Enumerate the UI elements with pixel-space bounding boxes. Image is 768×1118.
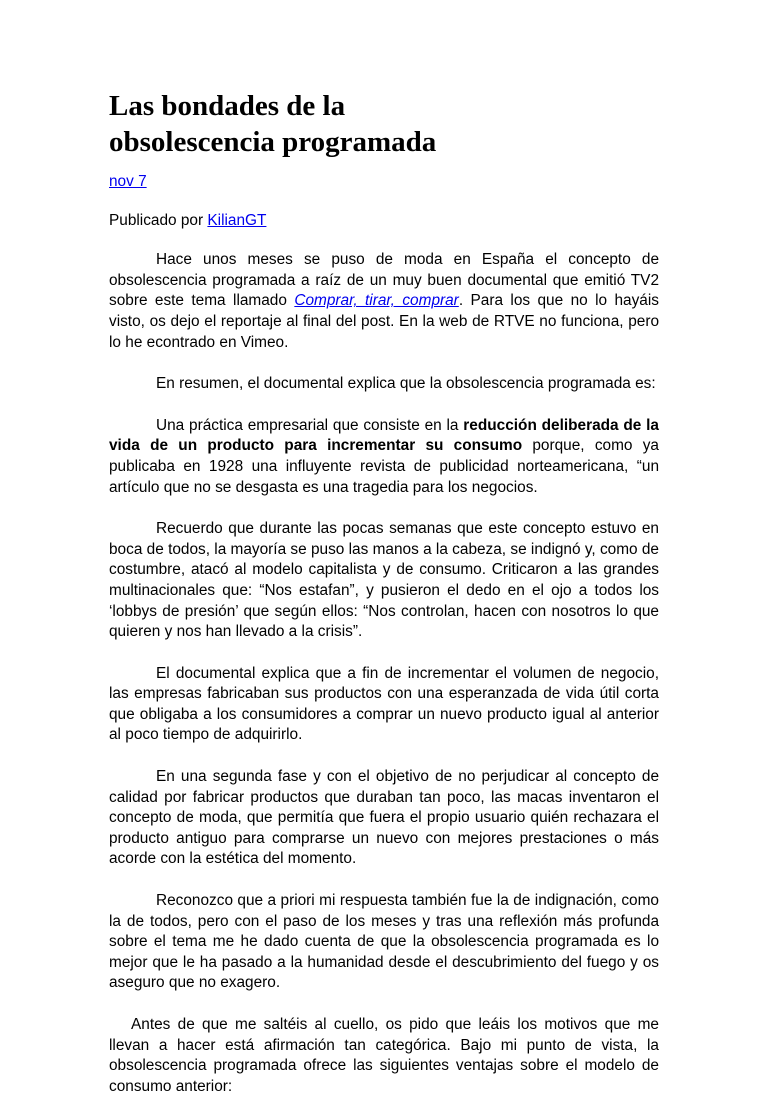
paragraph-5: El documental explica que a fin de incrementar el volumen de negocio, las empresas fabricaban sus productos con una esperanzada de vida útil corta que obligaba a los consumidores a comprar un nuevo producto igual al anterior al poco tiempo de adquirirlo.: [109, 664, 659, 744]
paragraph-8: Antes de que me saltéis al cuello, os pido que leáis los motivos que me llevan a hacer está afirmación tan categórica. Bajo mi punto de vista, la obsolescencia programada ofrece las siguientes ventajas sobre el modelo de consumo anterior:: [109, 1016, 659, 1095]
post-date-link[interactable]: nov 7: [109, 173, 147, 190]
paragraph-3-text-b: porque, como ya publicaba en 1928 una influyente revista de publicidad norteamericana, “un artículo que no se desgasta es una tragedia para los negocios.: [109, 437, 659, 496]
paragraph-3-bold: reducción deliberada de la vida de un producto para incrementar su consumo: [109, 416, 659, 455]
post-byline: [109, 211, 659, 232]
paragraph-2: En resumen, el documental explica que la obsolescencia programada es:: [156, 375, 656, 393]
post-title-line2: obsolescencia programada: [109, 126, 437, 158]
author-link[interactable]: KilianGT: [207, 211, 267, 229]
byline-prefix: Publicado por: [109, 211, 208, 229]
paragraph-6: En una segunda fase y con el objetivo de no perjudicar al concepto de calidad por fabricar productos que duraban tan poco, las macas inventaron el concepto de moda, que permitía que fuera el propio usuario quién rechazara el producto antiguo para comprarse un nuevo con mejores prestaciones o más acorde con la estética del momento.: [109, 768, 659, 868]
post-title: [109, 88, 659, 160]
paragraph-1: [109, 250, 659, 353]
document-page: [109, 88, 659, 1118]
paragraph-3: [109, 416, 659, 498]
documentary-link[interactable]: Comprar, tirar, comprar: [294, 292, 459, 310]
paragraph-1-text-b: . Para los que no lo hayáis visto, os dejo el reportaje al final del post. En la web de RTVE no funciona, pero lo he econtrado en Vimeo.: [109, 292, 659, 351]
paragraph-3-text-a: Una práctica empresarial que consiste en la: [156, 416, 464, 434]
paragraph-7: Reconozco que a priori mi respuesta también fue la de indignación, como la de todos, pero con el paso de los meses y tras una reflexión más profunda sobre el tema me he dado cuenta de que la obsolescencia programada es lo mejor que le ha pasado a la humanidad desde el descubrimiento del fuego y os aseguro que no exagero.: [109, 892, 659, 992]
post-title-line1: Las bondades de la: [109, 90, 346, 122]
post-date: [109, 172, 659, 193]
paragraph-4: Recuerdo que durante las pocas semanas que este concepto estuvo en boca de todos, la mayoría se puso las manos a la cabeza, se indignó y, como de costumbre, atacó al modelo capitalista y de consumo. Criticaron a las grandes multinacionales que: “Nos estafan”, y pusieron el dedo en el ojo a todos los ‘lobbys de presión’ que según ellos: “Nos controlan, hacen con nosotros lo que quieren y nos han llevado a la crisis”.: [109, 520, 659, 641]
paragraph-1-text-a: Hace unos meses se puso de moda en España el concepto de obsolescencia programada a raíz de un muy buen documental que emitió TV2 sobre este tema llamado: [109, 251, 659, 310]
